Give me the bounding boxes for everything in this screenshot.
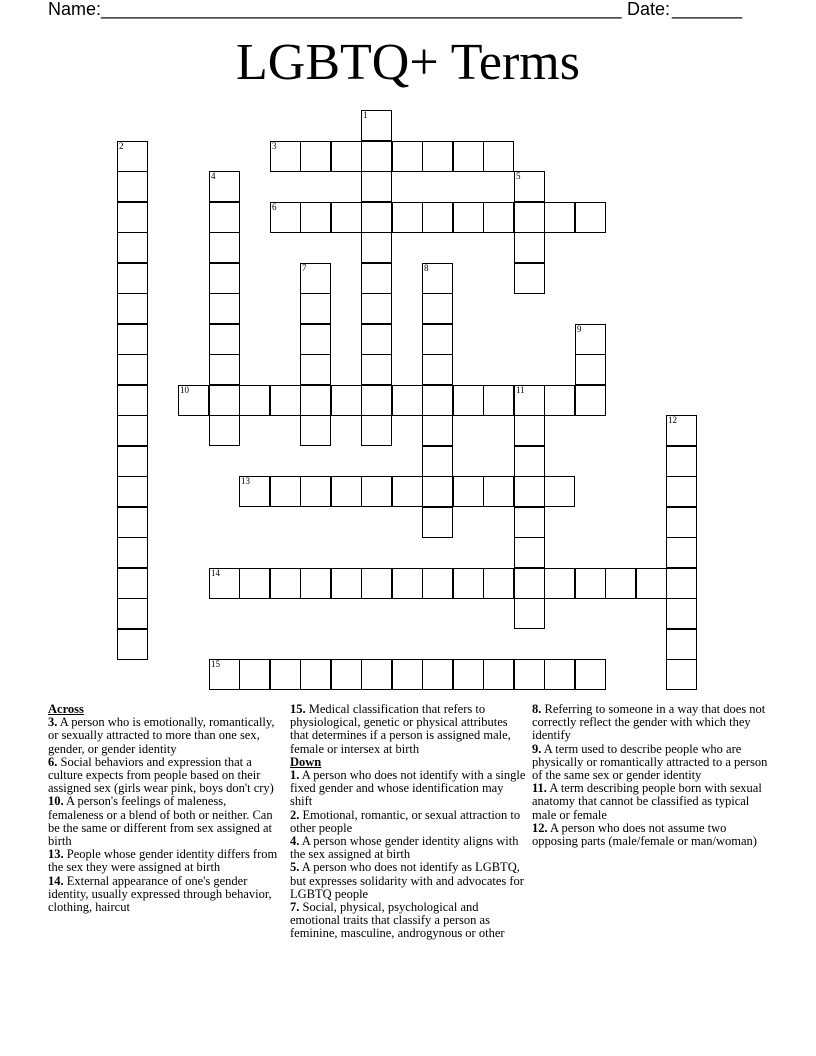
clue-item (290, 901, 526, 941)
clue-number: 6. (48, 754, 58, 769)
crossword-cell[interactable] (422, 568, 453, 599)
crossword-cell[interactable] (270, 476, 301, 507)
clue-number-label: 9 (577, 324, 582, 334)
crossword-cell[interactable] (666, 446, 697, 477)
clue-item (290, 703, 526, 756)
clue-item (290, 809, 526, 835)
crossword-cell[interactable] (514, 568, 545, 599)
crossword-cell[interactable] (361, 110, 392, 141)
crossword-cell[interactable] (300, 568, 331, 599)
crossword-cell[interactable] (666, 476, 697, 507)
crossword-cell[interactable] (117, 324, 148, 355)
clue-text: A term used to describe people who are physically or romantically attracted to a person of the same sex or gender identity (532, 741, 768, 783)
crossword-cell[interactable] (483, 476, 514, 507)
crossword-cell[interactable] (361, 385, 392, 416)
name-label: Name: (48, 0, 102, 19)
crossword-cell[interactable] (575, 659, 606, 690)
crossword-cell[interactable] (392, 476, 423, 507)
clue-number: 14. (48, 873, 64, 888)
clue-number-label: 13 (241, 476, 250, 486)
crossword-cell[interactable] (300, 324, 331, 355)
crossword-cell[interactable] (331, 141, 362, 172)
clue-number-label: 12 (668, 415, 677, 425)
crossword-cell[interactable] (483, 141, 514, 172)
crossword-cell[interactable] (300, 263, 331, 294)
clue-text: People whose gender identity differs from the sex they were assigned at birth (48, 847, 278, 875)
clue-number: 8. (532, 702, 542, 716)
name-blank[interactable]: ____________________________________________________ (101, 0, 622, 19)
clue-item (532, 703, 768, 743)
clue-number: 4. (290, 834, 300, 849)
crossword-cell[interactable] (514, 171, 545, 202)
crossword-cell[interactable] (544, 476, 575, 507)
clue-item (48, 716, 280, 756)
crossword-cell[interactable] (392, 659, 423, 690)
date-blank[interactable]: _______ (672, 0, 743, 19)
crossword-cell[interactable] (666, 598, 697, 629)
crossword-cell[interactable] (483, 202, 514, 233)
crossword-cell[interactable] (575, 202, 606, 233)
clue-number-label: 3 (272, 141, 277, 151)
crossword-cell[interactable] (117, 507, 148, 538)
crossword-cell[interactable] (361, 659, 392, 690)
crossword-cell[interactable] (544, 202, 575, 233)
crossword-cell[interactable] (117, 171, 148, 202)
crossword-cell[interactable] (209, 263, 240, 294)
crossword-cell[interactable] (117, 293, 148, 324)
crossword-cell[interactable] (483, 659, 514, 690)
crossword-cell[interactable] (361, 171, 392, 202)
clue-number-label: 6 (272, 202, 277, 212)
clue-number: 5. (290, 860, 300, 875)
crossword-cell[interactable] (544, 385, 575, 416)
crossword-cell[interactable] (270, 568, 301, 599)
crossword-cell[interactable] (300, 415, 331, 446)
crossword-cell[interactable] (666, 629, 697, 660)
crossword-cell[interactable] (392, 202, 423, 233)
crossword-cell[interactable] (422, 446, 453, 477)
crossword-cell[interactable] (422, 476, 453, 507)
crossword-cell[interactable] (361, 324, 392, 355)
down-heading: Down (290, 754, 322, 769)
crossword-cell[interactable] (514, 598, 545, 629)
clue-text: A person whose gender identity aligns with the sex assigned at birth (290, 834, 519, 862)
crossword-cell[interactable] (666, 568, 697, 599)
crossword-cell[interactable] (331, 476, 362, 507)
clue-number: 13. (48, 847, 64, 862)
crossword-cell[interactable] (575, 385, 606, 416)
crossword-cell[interactable] (575, 354, 606, 385)
crossword-cell[interactable] (209, 202, 240, 233)
clue-text: Social behaviors and expression that a culture expects from people based on their assigned sex (girls wear pink, boys don't cry) (48, 754, 274, 796)
crossword-cell[interactable] (117, 476, 148, 507)
crossword-cell[interactable] (300, 385, 331, 416)
crossword-cell[interactable] (117, 232, 148, 263)
crossword-cell[interactable] (209, 568, 240, 599)
clue-text: A term describing people born with sexual anatomy that cannot be classified as typical male or female (532, 781, 762, 822)
crossword-cell[interactable] (361, 476, 392, 507)
crossword-cell[interactable] (514, 476, 545, 507)
clue-text: Social, physical, psychological and emotional traits that classify a person as feminine, masculine, androgynous or other (290, 900, 505, 941)
crossword-cell[interactable] (300, 354, 331, 385)
page-title: LGBTQ+ Terms (236, 34, 580, 91)
crossword-cell[interactable] (666, 507, 697, 538)
crossword-cell[interactable] (422, 659, 453, 690)
crossword-cell[interactable] (422, 385, 453, 416)
clue-text: Referring to someone in a way that does not correctly reflect the gender with which they identify (532, 702, 766, 743)
crossword-cell[interactable] (575, 324, 606, 355)
clue-number: 10. (48, 794, 64, 809)
clues-column-3 (532, 703, 768, 848)
crossword-cell[interactable] (575, 568, 606, 599)
crossword-cell[interactable] (300, 476, 331, 507)
clue-text: Medical classification that refers to physiological, genetic or physical attributes that determines if a person is assigned male, female or intersex at birth (290, 702, 511, 756)
crossword-cell[interactable] (270, 659, 301, 690)
crossword-cell[interactable] (453, 202, 484, 233)
crossword-cell[interactable] (209, 415, 240, 446)
clue-text: Emotional, romantic, or sexual attraction to other people (290, 807, 521, 835)
clue-list (290, 769, 526, 941)
crossword-cell[interactable] (453, 141, 484, 172)
clue-number: 11. (532, 781, 547, 796)
clue-item (48, 875, 280, 915)
clue-text: A person's feelings of maleness, femaleness or a blend of both or neither. Can be the same or different from sex assigned at birth (48, 794, 273, 849)
crossword-cell[interactable] (361, 141, 392, 172)
crossword-cell[interactable] (239, 385, 270, 416)
clue-number: 9. (532, 741, 542, 756)
clue-item (532, 743, 768, 783)
crossword-cell[interactable] (209, 324, 240, 355)
across-heading: Across (48, 702, 84, 716)
crossword-cell[interactable] (544, 659, 575, 690)
clue-number: 15. (290, 702, 306, 716)
crossword-cell[interactable] (422, 354, 453, 385)
clue-number-label: 5 (516, 171, 521, 181)
clue-item (48, 795, 280, 848)
clue-number-label: 4 (211, 171, 216, 181)
crossword-cell[interactable] (331, 568, 362, 599)
crossword-cell[interactable] (514, 659, 545, 690)
crossword-cell[interactable] (117, 598, 148, 629)
crossword-cell[interactable] (514, 385, 545, 416)
crossword-cell[interactable] (331, 202, 362, 233)
crossword-cell[interactable] (117, 415, 148, 446)
crossword-cell[interactable] (514, 507, 545, 538)
clue-item (290, 769, 526, 809)
crossword-cell[interactable] (117, 629, 148, 660)
crossword-cell[interactable] (361, 415, 392, 446)
clue-item (532, 782, 768, 822)
crossword-cell[interactable] (239, 568, 270, 599)
crossword-cell[interactable] (300, 293, 331, 324)
crossword-cell[interactable] (361, 568, 392, 599)
crossword-cell[interactable] (239, 476, 270, 507)
crossword-cell[interactable] (117, 446, 148, 477)
crossword-cell[interactable] (361, 263, 392, 294)
crossword-cell[interactable] (422, 415, 453, 446)
clue-number: 1. (290, 768, 300, 783)
crossword-cell[interactable] (422, 324, 453, 355)
clue-text: A person who does not identify with a single fixed gender and whose identification may shift (290, 768, 526, 809)
crossword-cell[interactable] (209, 232, 240, 263)
crossword-cell[interactable] (453, 476, 484, 507)
clue-text: A person who is emotionally, romantically, or sexually attracted to more than one sex, gender, or gender identity (48, 715, 275, 756)
crossword-cell[interactable] (453, 659, 484, 690)
clue-text: A person who does not assume two opposing parts (male/female or man/woman) (532, 820, 757, 849)
clue-number-label: 8 (424, 263, 429, 273)
clues-column-1 (48, 703, 280, 914)
crossword-cell[interactable] (300, 141, 331, 172)
crossword-cell[interactable] (117, 354, 148, 385)
crossword-cell[interactable] (422, 263, 453, 294)
clue-text: External appearance of one's gender identity, usually expressed through behavior, clothing, haircut (48, 873, 272, 915)
crossword-cell[interactable] (666, 537, 697, 568)
crossword-cell[interactable] (514, 202, 545, 233)
crossword-cell[interactable] (117, 568, 148, 599)
date-label: Date: (627, 0, 671, 19)
crossword-cell[interactable] (361, 202, 392, 233)
clue-list (290, 703, 526, 756)
crossword-cell[interactable] (331, 385, 362, 416)
crossword-cell[interactable] (178, 385, 209, 416)
crossword-cell[interactable] (270, 141, 301, 172)
clue-number-label: 7 (302, 263, 307, 273)
crossword-cell[interactable] (514, 263, 545, 294)
crossword-cell[interactable] (117, 141, 148, 172)
crossword-cell[interactable] (361, 232, 392, 263)
crossword-cell[interactable] (483, 568, 514, 599)
clue-number-label: 10 (180, 385, 189, 395)
crossword-cell[interactable] (453, 385, 484, 416)
crossword-cell[interactable] (300, 202, 331, 233)
clue-list (48, 716, 280, 914)
clues-column-2 (290, 703, 526, 941)
clue-number-label: 1 (363, 110, 368, 120)
crossword-cell[interactable] (300, 659, 331, 690)
clue-number: 3. (48, 715, 58, 730)
crossword-cell[interactable] (666, 415, 697, 446)
clue-item (48, 848, 280, 874)
clue-number: 7. (290, 900, 300, 915)
crossword-cell[interactable] (117, 202, 148, 233)
clue-item (532, 822, 768, 848)
crossword-cell[interactable] (453, 568, 484, 599)
clue-item (290, 861, 526, 901)
crossword-cell[interactable] (209, 354, 240, 385)
crossword-cell[interactable] (270, 202, 301, 233)
clue-item (290, 835, 526, 861)
crossword-cell[interactable] (422, 293, 453, 324)
clue-number-label: 2 (119, 141, 124, 151)
crossword-cell[interactable] (117, 263, 148, 294)
crossword-cell[interactable] (392, 385, 423, 416)
crossword-cell[interactable] (392, 568, 423, 599)
crossword-cell[interactable] (514, 537, 545, 568)
clue-number-label: 15 (211, 659, 220, 669)
clue-number-label: 14 (211, 568, 220, 578)
crossword-cell[interactable] (209, 659, 240, 690)
crossword-cell[interactable] (514, 446, 545, 477)
clue-text: A person who does not identify as LGBTQ, but expresses solidarity with and advocates for LGBTQ people (290, 860, 524, 901)
crossword-cell[interactable] (514, 415, 545, 446)
crossword-cell[interactable] (422, 141, 453, 172)
crossword-cell[interactable] (483, 385, 514, 416)
crossword-cell[interactable] (209, 171, 240, 202)
crossword-cell[interactable] (331, 659, 362, 690)
crossword-cell[interactable] (117, 537, 148, 568)
crossword-cell[interactable] (117, 385, 148, 416)
clue-item (48, 756, 280, 796)
crossword-cell[interactable] (270, 385, 301, 416)
crossword-cell[interactable] (514, 232, 545, 263)
crossword-cell[interactable] (422, 202, 453, 233)
crossword-cell[interactable] (666, 659, 697, 690)
crossword-cell[interactable] (392, 141, 423, 172)
crossword-cell[interactable] (209, 293, 240, 324)
crossword-cell[interactable] (636, 568, 667, 599)
crossword-cell[interactable] (544, 568, 575, 599)
clue-number: 12. (532, 820, 548, 835)
crossword-cell[interactable] (422, 507, 453, 538)
clue-number: 2. (290, 807, 300, 822)
crossword-cell[interactable] (361, 293, 392, 324)
crossword-cell[interactable] (361, 354, 392, 385)
crossword-cell[interactable] (209, 385, 240, 416)
clue-number-label: 11 (516, 385, 525, 395)
crossword-cell[interactable] (605, 568, 636, 599)
clue-list (532, 703, 768, 848)
crossword-cell[interactable] (239, 659, 270, 690)
